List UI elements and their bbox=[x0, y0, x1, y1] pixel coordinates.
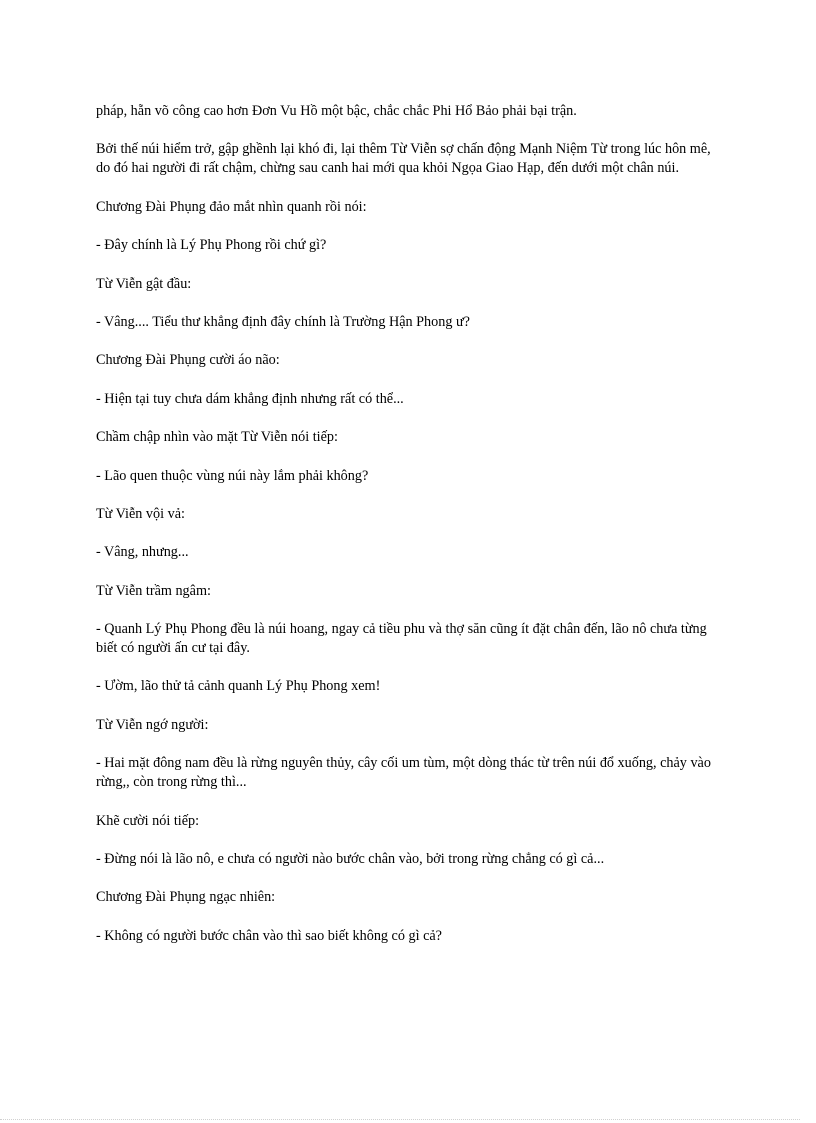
page-bottom-edge bbox=[0, 1119, 800, 1120]
paragraph: Từ Viễn vội vả: bbox=[96, 505, 185, 522]
paragraph: - Vâng, nhưng... bbox=[96, 544, 189, 561]
paragraph: Bởi thế núi hiểm trở, gập ghềnh lại khó đi, lại thêm Từ Viễn sợ chấn động Mạnh Niệm Từ trong lúc hôn mê, do đó hai người đi rất chậm, chừng sau canh hai mới qua khỏi Ngọa Giao Hạp, đến dưới một chân núi. bbox=[96, 141, 711, 177]
paragraph: - Hiện tại tuy chưa dám khẳng định nhưng rất có thể... bbox=[96, 390, 404, 407]
paragraph: - Hai mặt đông nam đều là rừng nguyên thủy, cây cối um tùm, một dòng thác từ trên núi đổ xuống, chảy vào rừng,, còn trong rừng thì... bbox=[96, 755, 711, 791]
paragraph: - Quanh Lý Phụ Phong đều là núi hoang, ngay cả tiều phu và thợ săn cũng ít đặt chân đến, lão nô chưa từng biết có người ấn cư tại đây. bbox=[96, 621, 707, 657]
paragraph: - Đừng nói là lão nô, e chưa có người nào bước chân vào, bởi trong rừng chẳng có gì cả... bbox=[96, 851, 605, 868]
paragraph: - Đây chính là Lý Phụ Phong rồi chứ gì? bbox=[96, 237, 327, 254]
paragraph: Khẽ cười nói tiếp: bbox=[96, 812, 200, 829]
paragraph: Từ Viễn gật đầu: bbox=[96, 275, 192, 292]
paragraph: - Ườm, lão thử tả cảnh quanh Lý Phụ Phong xem! bbox=[96, 678, 381, 695]
paragraph: Chầm chập nhìn vào mặt Từ Viễn nói tiếp: bbox=[96, 429, 338, 446]
paragraph: - Lão quen thuộc vùng núi này lắm phải không? bbox=[96, 467, 369, 484]
paragraph: Từ Viễn ngớ người: bbox=[96, 716, 209, 733]
paragraph: pháp, hẵn võ công cao hơn Đơn Vu Hồ một bậc, chắc chắc Phi Hổ Bảo phải bại trận. bbox=[96, 103, 577, 119]
paragraph: - Không có người bước chân vào thì sao biết không có gì cả? bbox=[96, 927, 442, 944]
paragraph: Chương Đài Phụng ngạc nhiên: bbox=[96, 889, 276, 906]
paragraph: Chương Đài Phụng cười áo não: bbox=[96, 352, 280, 369]
document-page bbox=[96, 102, 714, 965]
paragraph: - Vâng.... Tiểu thư khẳng định đây chính là Trường Hận Phong ư? bbox=[96, 313, 470, 330]
paragraph: Từ Viễn trầm ngâm: bbox=[96, 582, 211, 599]
paragraph: Chương Đài Phụng đảo mắt nhìn quanh rồi nói: bbox=[96, 198, 367, 215]
